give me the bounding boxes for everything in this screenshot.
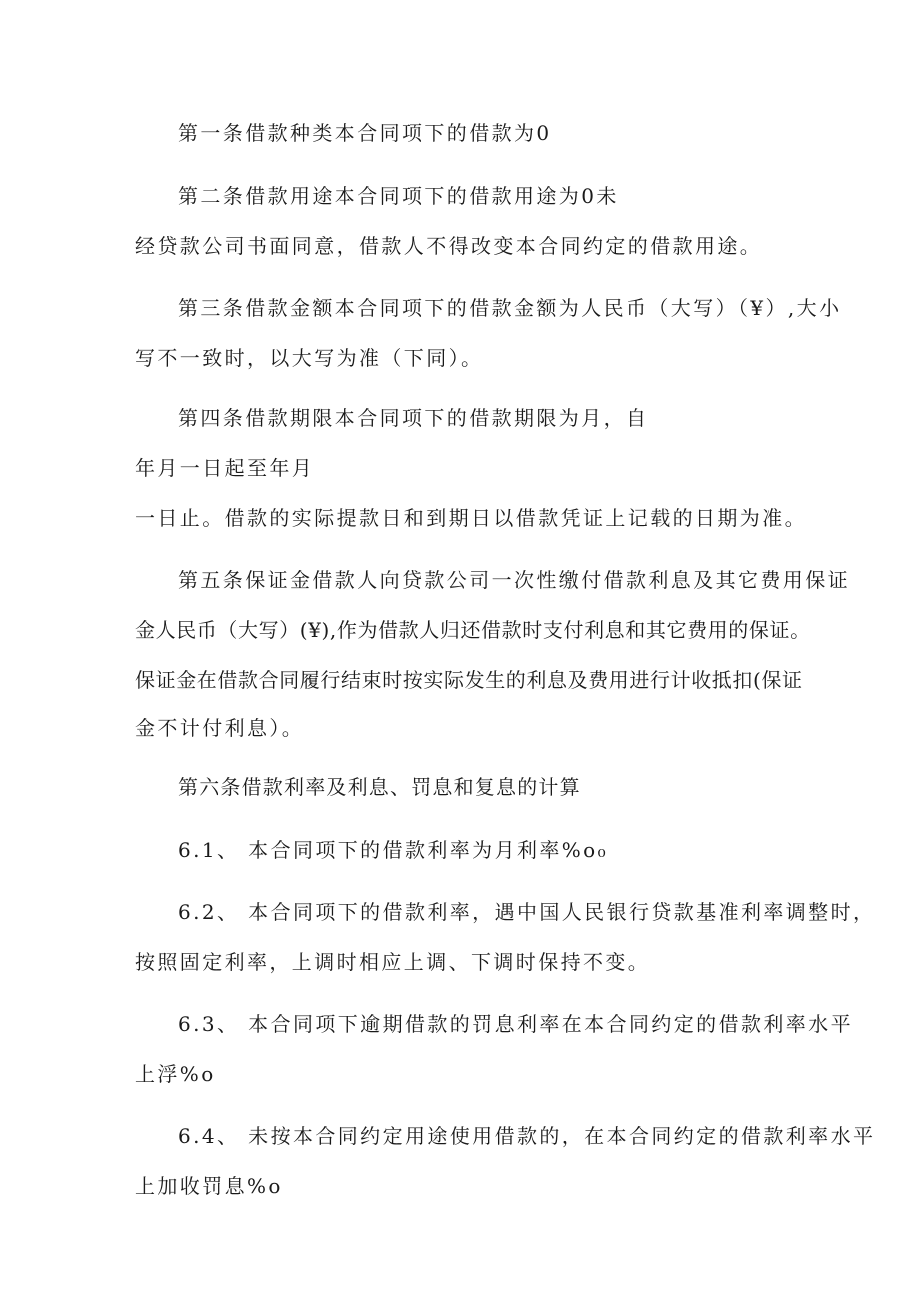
article-5-line-1: 第五条保证金借款人向贷款公司一次性缴付借款利息及其它费用保证 [178, 568, 850, 592]
article-3-line-1: 第三条借款金额本合同项下的借款金额为人民币（大写）（¥）,大小 [178, 296, 842, 320]
clause-6-2-line-2: 按照固定利率，上调时相应上调、下调时保持不变。 [135, 950, 651, 974]
article-1-line-1: 第一条借款种类本合同项下的借款为0 [178, 121, 552, 145]
article-4-line-3: 一日止。借款的实际提款日和到期日以借款凭证上记载的日期为准。 [135, 506, 807, 530]
article-5-line-3: 保证金在借款合同履行结束时按实际发生的利息及费用进行计收抵扣(保证 [135, 668, 803, 692]
article-4-line-1: 第四条借款期限本合同项下的借款期限为月，自 [178, 406, 649, 430]
clause-6-3-line-2: 上浮%o [135, 1062, 216, 1086]
clause-6-1-line-1: 6.1、 本合同项下的借款利率为月利率%o₀ [178, 838, 609, 862]
clause-6-2-line-1: 6.2、 本合同项下的借款利率，遇中国人民银行贷款基准利率调整时， [178, 900, 876, 924]
article-3-line-2: 写不一致时，以大写为准（下同）。 [135, 346, 484, 370]
article-2-line-1: 第二条借款用途本合同项下的借款用途为0未 [178, 184, 619, 208]
article-5-line-2: 金人民币（大写）(¥),作为借款人归还借款时支付利息和其它费用的保证。 [135, 618, 811, 642]
clause-6-4-line-2: 上加收罚息%o [135, 1174, 283, 1198]
clause-6-3-line-1: 6.3、 本合同项下逾期借款的罚息利率在本合同约定的借款利率水平 [178, 1012, 853, 1036]
clause-6-4-line-1: 6.4、 未按本合同约定用途使用借款的，在本合同约定的借款利率水平 [178, 1124, 876, 1148]
article-2-line-2: 经贷款公司书面同意，借款人不得改变本合同约定的借款用途。 [135, 234, 763, 258]
article-5-line-4: 金不计付利息）。 [135, 716, 305, 740]
article-4-line-2: 年月一日起至年月 [135, 456, 315, 480]
article-6-title: 第六条借款利率及利息、罚息和复息的计算 [178, 775, 581, 799]
